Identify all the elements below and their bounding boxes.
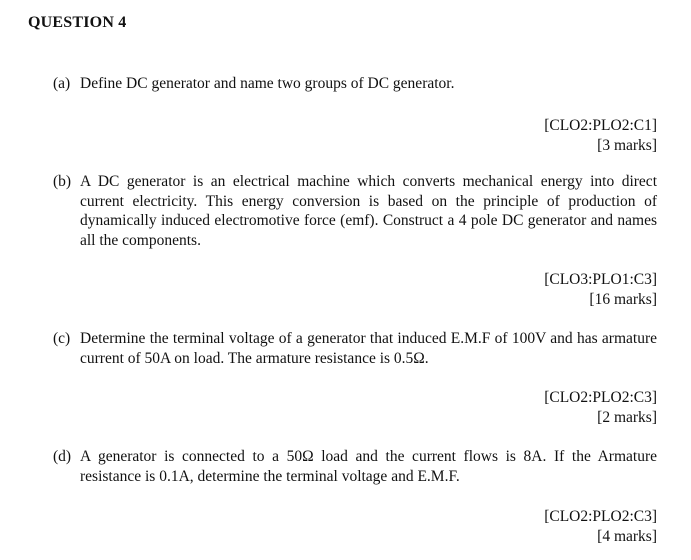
question-heading: QUESTION 4 <box>28 14 127 31</box>
question-a-marks-block <box>544 116 657 155</box>
question-b-label: (b) <box>53 173 72 190</box>
question-a-marks: [3 marks] <box>597 136 657 154</box>
question-b <box>53 172 657 250</box>
question-d-text: A generator is connected to a 50Ω load and the current flows is 8A. If the Armature resistance is 0.1A, determine the terminal voltage and E.M.F. <box>80 448 657 485</box>
question-c-label: (c) <box>53 330 71 347</box>
question-a-label: (a) <box>53 75 71 92</box>
question-c-clo: [CLO2:PLO2:C3] <box>544 389 657 406</box>
question-d-clo: [CLO2:PLO2:C3] <box>544 508 657 525</box>
question-d-label: (d) <box>53 448 72 465</box>
question-c-text: Determine the terminal voltage of a generator that induced E.M.F of 100V and has armature current of 50A on load. The armature resistance is 0.5Ω. <box>80 330 657 367</box>
question-d-marks: [4 marks] <box>597 527 657 545</box>
question-c-marks-block <box>544 388 657 427</box>
question-d <box>53 447 657 486</box>
question-d-marks-block <box>544 507 657 546</box>
question-b-text: A DC generator is an electrical machine which converts mechanical energy into direct current electricity. This energy conversion is based on the principle of production of dynamically induced electromotive force (emf). Construct a 4 pole DC generator and names all the components. <box>80 173 657 249</box>
question-a-text: Define DC generator and name two groups of DC generator. <box>80 75 455 92</box>
question-a <box>53 74 657 94</box>
question-b-clo: [CLO3:PLO1:C3] <box>544 271 657 288</box>
question-b-marks-block <box>544 270 657 309</box>
question-c <box>53 329 657 368</box>
question-c-marks: [2 marks] <box>597 408 657 426</box>
question-a-clo: [CLO2:PLO2:C1] <box>544 117 657 134</box>
question-b-marks: [16 marks] <box>589 290 657 308</box>
